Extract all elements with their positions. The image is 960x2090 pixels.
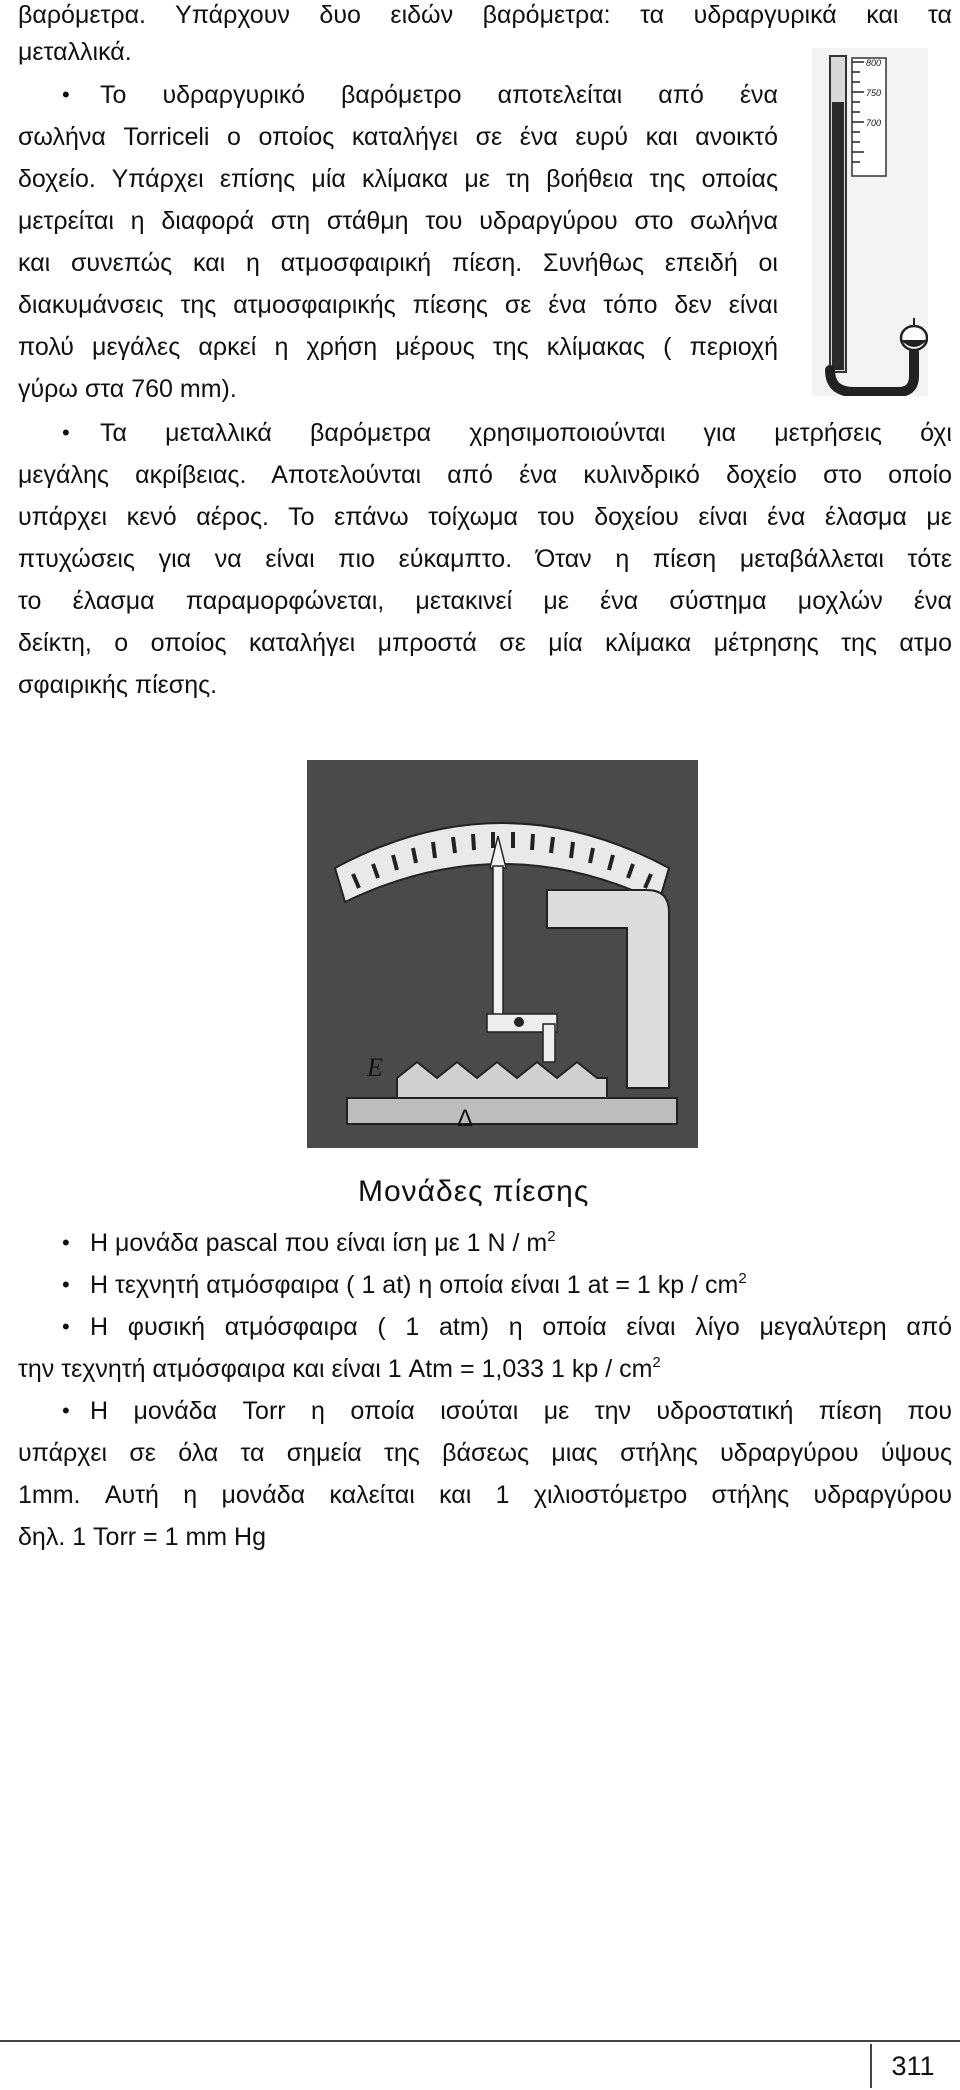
text-line: υπάρχει σε όλα τα σημεία της βάσεως μιας στήλης υδραργύρου ύψους [18, 1439, 952, 1467]
figure-label-e: Ε [367, 1053, 383, 1082]
text-line: Τα μεταλλικά βαρόμετρα χρησιμοποιούνται για μετρήσεις όχι [100, 419, 952, 447]
text-line: σφαιρικής πίεσης. [18, 671, 218, 699]
footer-rule [0, 2040, 960, 2042]
text-line: μεγάλης ακρίβειας. Αποτελούνται από ένα κυλινδρικό δοχείο στο οποίο [18, 461, 952, 489]
metallic-barometer-figure [307, 760, 698, 1148]
text-line: υπάρχει κενό αέρος. Το επάνω τοίχωμα του δοχείου είναι ένα έλασμα με [18, 503, 952, 531]
text-line: γύρω στα 760 mm). [18, 375, 237, 403]
text-line: και συνεπώς και η ατμοσφαιρική πίεση. Συνήθως επειδή οι [18, 249, 778, 277]
bullet: • [62, 420, 70, 445]
text-line: Η μονάδα Torr η οποία ισούται με την υδροστατική πίεση που [90, 1397, 952, 1425]
text-line: διακυμάνσεις της ατμοσφαιρικής πίεσης σε ένα τόπο δεν είναι [18, 291, 778, 319]
unit-item-physical-atmosphere: την τεχνητή ατμόσφαιρα και είναι 1 Atm = 1,033 1 kp / $cm^2$ [18, 1354, 661, 1383]
text-line: το έλασμα παραμορφώνεται, μετακινεί με ένα σύστημα μοχλών ένα [18, 587, 952, 615]
text-line: πολύ μεγάλες αρκεί η χρήση μέρους της κλίμακας ( περιοχή [18, 333, 778, 361]
page-number: 311 [870, 2044, 954, 2088]
text-line: δηλ. 1 Torr = 1 mm Hg [18, 1523, 267, 1551]
bullet: • [62, 82, 70, 107]
section-heading: Μονάδες πίεσης [358, 1175, 590, 1208]
unit-item-technical-atmosphere: Η τεχνητή ατμόσφαιρα ( 1 at) η οποία είναι 1 at = 1 kp / $cm^2$ [90, 1270, 747, 1299]
text-line: 1mm. Αυτή η μονάδα καλείται και 1 χιλιοστόμετρο στήλης υδραργύρου [18, 1481, 952, 1509]
text-line: δείκτη, ο οποίος καταλήγει μπροστά σε μία κλίμακα μέτρησης της ατμο [18, 629, 952, 657]
mercury-barometer-figure [812, 48, 928, 396]
text-line: δοχείο. Υπάρχει επίσης μία κλίμακα με τη βοήθεια της οποίας [18, 165, 778, 193]
scale-label: 750 [866, 88, 882, 98]
text-line: Το υδραργυρικό βαρόμετρο αποτελείται από ένα [100, 81, 778, 109]
text-line: μεταλλικά. [18, 38, 132, 66]
text-line: πτυχώσεις για να είναι πιο εύκαμπτο. Όταν η πίεση μεταβάλλεται τότε [18, 545, 952, 573]
bullet: • [62, 1398, 70, 1423]
text-line: σωλήνα Torriceli ο οποίος καταλήγει σε ένα ευρύ και ανοικτό [18, 123, 778, 151]
unit-item-pascal: Η μονάδα pascal που είναι ίση με 1 N / $m^2$ [90, 1228, 556, 1257]
scale-label: 700 [866, 118, 882, 128]
bullet: • [62, 1272, 70, 1297]
figure-label-delta: Δ [457, 1105, 474, 1132]
text-line: βαρόμετρα. Υπάρχουν δυο ειδών βαρόμετρα: τα υδραργυρικά και τα [18, 1, 952, 29]
text-line: Η φυσική ατμόσφαιρα ( 1 atm) η οποία είναι λίγο μεγαλύτερη από [90, 1313, 952, 1341]
text-line: μετρείται η διαφορά στη στάθμη του υδραργύρου στο σωλήνα [18, 207, 778, 235]
scale-label: 800 [866, 58, 882, 68]
bullet: • [62, 1230, 70, 1255]
bullet: • [62, 1314, 70, 1339]
